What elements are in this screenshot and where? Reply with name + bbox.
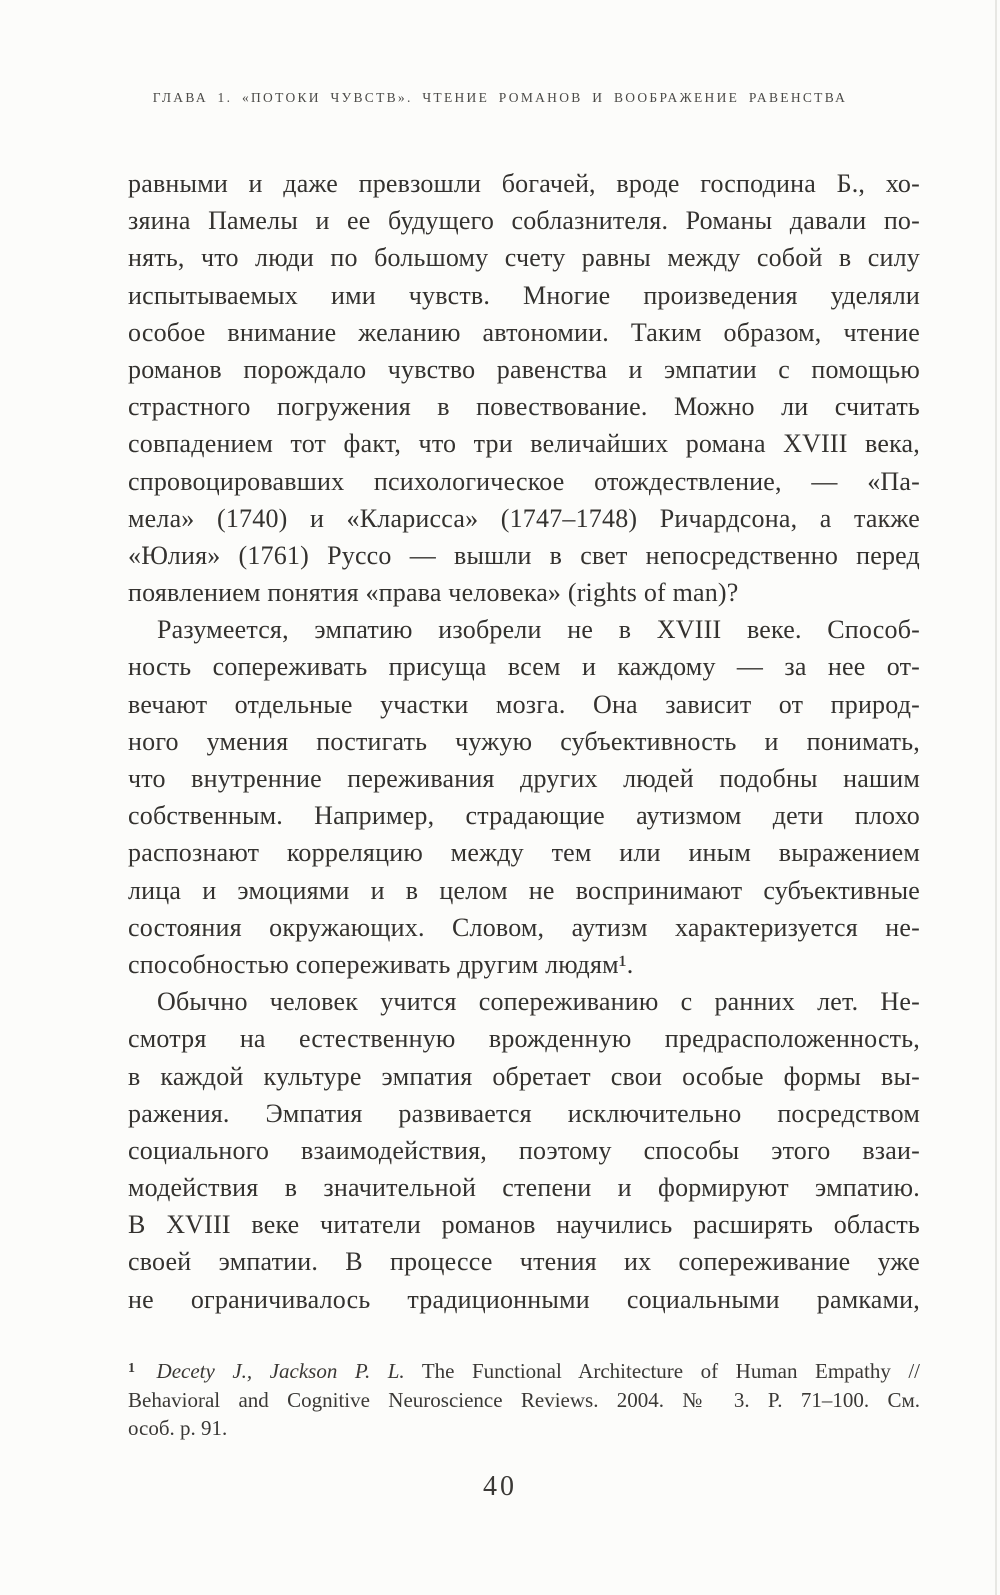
page-number: 40 [483, 1471, 517, 1502]
text-line: что внутренние переживания других людей подобны нашим [128, 764, 920, 793]
footnote-title: The Functional Architecture of Human Empathy // [421, 1359, 921, 1383]
footnote-line-2: Behavioral and Cognitive Neuroscience Reviews. 2004. № 3. P. 71–100. См. [128, 1387, 920, 1412]
text-line: Обычно человек учится сопереживанию с ранних лет. Не- [157, 987, 920, 1017]
text-line: романов порождало чувство равенства и эмпатии с помощью [128, 354, 920, 384]
text-line: распознают корреляцию между тем или иным выражением [128, 838, 920, 868]
scan-edge-artifact [995, 0, 997, 1595]
text-line: нять, что люди по большому счету равны между собой в силу [128, 243, 920, 273]
footnote-authors: Decety J., Jackson P. L. [156, 1359, 405, 1383]
text-line: лица и эмоциями и в целом не воспринимают субъективные [128, 875, 920, 905]
text-line: спровоцировавших психологическое отождествление, — «Па- [128, 466, 920, 496]
text-line: в каждой культуре эмпатия обретает свои особые формы вы- [128, 1061, 920, 1091]
text-line: страстного погружения в повествование. Можно ли считать [128, 392, 920, 422]
text-line: В XVIII веке читатели романов научились расширять область [128, 1210, 920, 1240]
text-line: ного умения постигать чужую субъективность и понимать, [128, 726, 920, 756]
text-line: особое внимание желанию автономии. Таким образом, чтение [128, 317, 920, 347]
footnote-marker: 1 [128, 1361, 135, 1376]
footnote-line-3: особ. p. 91. [128, 1416, 228, 1441]
text-line: совпадением тот факт, что три величайших романа XVIII века, [128, 429, 920, 459]
text-line: модействия в значительной степени и формируют эмпатию. [128, 1173, 920, 1203]
text-line: равными и даже превзошли богачей, вроде господина Б., хо- [128, 169, 920, 198]
footnote-line-1 [128, 1357, 920, 1386]
text-line: мела» (1740) и «Кларисса» (1747–1748) Ричардсона, а также [128, 503, 920, 533]
text-line: зяина Памелы и ее будущего соблазнителя. Романы давали по- [128, 206, 920, 236]
text-line: вечают отдельные участки мозга. Она зависит от природ- [128, 689, 920, 719]
footnote [128, 1357, 920, 1443]
body-text [128, 165, 920, 1318]
text-line: «Юлия» (1761) Руссо — вышли в свет непосредственно перед [128, 540, 920, 570]
text-line: своей эмпатии. В процессе чтения их сопереживание уже [128, 1247, 920, 1277]
text-line: Разумеется, эмпатию изобрели не в XVIII веке. Способ- [157, 615, 920, 645]
text-line: социального взаимодействия, поэтому способы этого взаи- [128, 1135, 920, 1165]
running-header: ГЛАВА 1. «ПОТОКИ ЧУВСТВ». ЧТЕНИЕ РОМАНОВ И ВООБРАЖЕНИЕ РАВЕНСТВА [152, 90, 848, 105]
text-line: смотря на естественную врожденную предрасположенность, [128, 1024, 920, 1054]
text-line: испытываемых ими чувств. Многие произведения уделяли [128, 280, 920, 310]
text-line: ность сопереживать присуща всем и каждому — за нее от- [128, 652, 920, 682]
text-line: появлением понятия «права человека» (rights of man)? [128, 578, 739, 608]
text-line: ражения. Эмпатия развивается исключительно посредством [128, 1098, 920, 1128]
text-line: способностью сопереживать другим людям¹. [128, 949, 634, 979]
text-line: собственным. Например, страдающие аутизмом дети плохо [128, 801, 920, 831]
text-line: не ограничивалось традиционными социальными рамками, [128, 1284, 920, 1314]
text-line: состояния окружающих. Словом, аутизм характеризуется не- [128, 912, 920, 942]
